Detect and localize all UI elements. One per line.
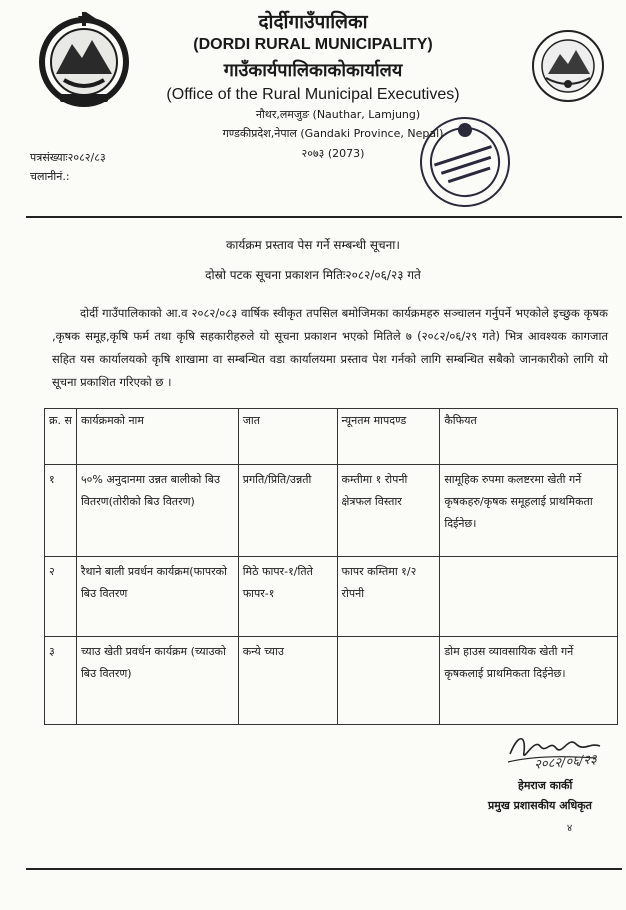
row-program: रैथाने बाली प्रवर्धन कार्यक्रम(फापरको बिउ वितरण [76,557,238,637]
col-header-sn: क्र. स [45,409,77,465]
row-variety: कन्ये च्याउ [238,637,337,725]
row-remarks [440,557,618,637]
row-criteria: कम्तीमा १ रोपनी क्षेत्रफल विस्तार [337,465,440,557]
row-criteria: फापर कम्तिमा १/२ रोपनी [337,557,440,637]
dispatch-number: चलानीनं.: [30,170,70,183]
program-table [44,408,618,725]
row-program: च्याउ खेती प्रवर्धन कार्यक्रम (च्याउको बिउ वितरण) [76,637,238,725]
col-header-program: कार्यक्रमको नाम [76,409,238,465]
header-divider [26,216,622,218]
row-variety: प्रगति/प्रिति/उन्नती [238,465,337,557]
notice-subtitle: दोस्रो पटक सूचना प्रकाशन मितिः२०८२/०६/२३ गते [205,268,421,282]
row-sn: २ [45,557,77,637]
established-year: २०७३ (2073) [301,147,365,160]
table-row [45,465,618,557]
signature-mark: ४ [567,823,573,834]
row-program: ५०% अनुदानमा उन्नत बालीको बिउ वितरण(तोरीको बिउ वितरण) [76,465,238,557]
office-name-english: (Office of the Rural Municipal Executives) [166,86,460,103]
row-criteria [337,637,440,725]
signatory-name: हेमराज कार्की [518,779,573,792]
letter-number: पत्रसंख्याः२०८२/८३ [30,151,106,164]
table-header-row [45,409,618,465]
office-stamp [415,108,515,216]
table-row [45,557,618,637]
footer-divider [26,868,622,870]
row-remarks: सामूहिक रुपमा कलष्टरमा खेती गर्ने कृषकहरु/कृषक समूहलाई प्राथमिकता दिईनेछ। [440,465,618,557]
col-header-variety: जात [238,409,337,465]
col-header-remarks: कैफियत [440,409,618,465]
municipality-name-nepali: दोर्दीगाउँपालिका [258,11,368,33]
row-remarks: डोम हाउस व्यावसायिक खेती गर्ने कृषकलाई प्राथमिकता दिईनेछ। [440,637,618,725]
signature-date: २०८२/०६/२३ [533,752,598,773]
municipality-name-english: (DORDI RURAL MUNICIPALITY) [193,36,433,53]
signatory-title: प्रमुख प्रशासकीय अधिकृत [488,799,592,812]
address-line-1: नौथर,लमजुङ (Nauthar, Lamjung) [255,108,421,121]
row-sn: ३ [45,637,77,725]
notice-body: दोर्दी गाउँपालिकाको आ.व २०८२/०८३ वार्षिक स्वीकृत तपसिल बमोजिमका कार्यक्रमहरु सञ्चालन गर्नुपर्ने भएकोले इच्छुक कृषक ,कृषक समूह,कृषि फर्म तथा कृषि सहकारीहरुले यो सूचना प्रकाशन भएको मितिले ७ (२०८२/०६/२९ गते) भित्र आवश्यक कागजात सहित यस कार्यालयको कृषि शाखामा वा सम्बन्धित वडा कार्यालयमा प्रस्ताव पेश गर्नको लागि सम्बन्धित सबैको जानकारीको लागि यो सूचना प्रकाशित गरिएको छ । [52,306,608,389]
office-name-nepali: गाउँकार्यपालिकाकोकार्यालय [223,60,403,81]
address-line-2: गण्डकीप्रदेश,नेपाल (Gandaki Province, Nepal) [222,127,444,140]
table-row [45,637,618,725]
notice-title: कार्यक्रम प्रस्ताव पेस गर्ने सम्बन्धी सूचना। [226,238,400,252]
row-variety: मिठे फापर-१/तिते फापर-१ [238,557,337,637]
col-header-criteria: न्यूनतम मापदण्ड [337,409,440,465]
row-sn: १ [45,465,77,557]
